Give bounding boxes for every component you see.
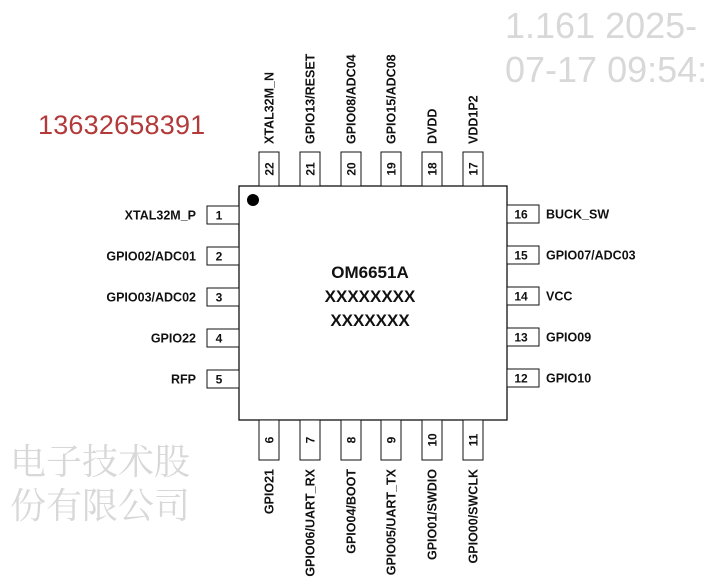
pin-label: GPIO09 xyxy=(546,330,592,345)
pin-number: 19 xyxy=(384,162,399,176)
pin-20 xyxy=(341,54,361,186)
pin-number: 16 xyxy=(514,207,528,222)
pin-label: GPIO10 xyxy=(546,371,592,386)
pin-number: 7 xyxy=(303,436,318,444)
watermark-phone: 13632658391 xyxy=(38,110,206,140)
pin-number: 15 xyxy=(514,248,528,263)
pin-number: 14 xyxy=(514,289,528,304)
pin-16 xyxy=(507,205,609,223)
pin-13 xyxy=(507,328,591,346)
chip-name: OM6651A xyxy=(331,263,409,282)
pin-number: 11 xyxy=(466,433,481,447)
pin-label: DVDD xyxy=(425,108,440,144)
pin-number: 3 xyxy=(215,290,223,305)
pin-8 xyxy=(341,420,361,554)
pin-box xyxy=(207,288,239,306)
pin-number: 8 xyxy=(344,436,359,444)
pin-9 xyxy=(381,420,401,575)
pin-label: XTAL32M_N xyxy=(262,71,277,144)
pin-3 xyxy=(106,288,239,306)
pin-label: VDD1P2 xyxy=(466,95,481,144)
pin-number: 2 xyxy=(215,249,223,264)
pin-number: 4 xyxy=(215,331,223,346)
pin-number: 10 xyxy=(425,433,440,447)
pin-2 xyxy=(106,247,239,265)
pin-label: VCC xyxy=(546,289,573,304)
pin-label: GPIO06/UART_RX xyxy=(303,469,318,577)
pin-number: 5 xyxy=(215,372,223,387)
pin-15 xyxy=(507,246,636,264)
pin-box xyxy=(207,247,239,265)
pin-18 xyxy=(422,109,442,186)
pin-5 xyxy=(171,370,239,388)
pin-number: 9 xyxy=(384,436,399,444)
pin-label: GPIO03/ADC02 xyxy=(106,290,196,305)
pin-4 xyxy=(151,329,239,347)
watermark-stamp: 1.161 2025-07-17 09:54: xyxy=(505,5,708,90)
pin-label: GPIO01/SWDIO xyxy=(425,469,440,560)
pin-number: 20 xyxy=(344,162,359,176)
pin-label: GPIO22 xyxy=(150,331,196,346)
pin-label: GPIO15/ADC08 xyxy=(384,54,399,144)
pin-1 xyxy=(125,206,239,224)
pin-17 xyxy=(463,95,483,186)
pin-number: 12 xyxy=(514,371,528,386)
pin-label: RFP xyxy=(171,372,196,387)
pin-number: 6 xyxy=(262,436,277,444)
pin-6 xyxy=(259,420,279,514)
pin-number: 18 xyxy=(425,162,440,176)
pin-label: GPIO13/RESET xyxy=(303,53,318,144)
pin-number: 1 xyxy=(215,208,223,223)
pin-11 xyxy=(463,420,483,563)
pin-label: GPIO02/ADC01 xyxy=(106,249,196,264)
pin-number: 17 xyxy=(466,162,481,176)
pin-label: GPIO08/ADC04 xyxy=(344,54,359,144)
chip-marking-line3: XXXXXXX xyxy=(330,311,410,330)
pin-14 xyxy=(507,287,572,305)
pin-box xyxy=(207,206,239,224)
pin-label: GPIO07/ADC03 xyxy=(546,248,636,263)
pin-box xyxy=(207,329,239,347)
pin-21 xyxy=(300,53,320,186)
pin-label: GPIO05/UART_TX xyxy=(384,469,399,576)
pin-number: 22 xyxy=(262,162,277,176)
pin-number: 13 xyxy=(514,330,528,345)
pin-number: 21 xyxy=(303,162,318,176)
pin-label: XTAL32M_P xyxy=(124,208,196,223)
watermark-company: 电子技术股份有限公司 xyxy=(10,441,191,526)
pin-box xyxy=(207,370,239,388)
pin-label: GPIO04/BOOT xyxy=(344,469,359,554)
chip-marking-line2: XXXXXXXX xyxy=(324,287,416,306)
pin-22 xyxy=(259,72,279,186)
pin-label: BUCK_SW xyxy=(546,207,610,222)
pin-10 xyxy=(422,420,442,560)
pin1-marker-dot xyxy=(247,194,259,206)
pin-label: GPIO00/SWCLK xyxy=(466,469,481,564)
pin-19 xyxy=(381,54,401,186)
pin-7 xyxy=(300,420,320,577)
pin-12 xyxy=(507,369,591,387)
pin-label: GPIO21 xyxy=(262,469,277,515)
